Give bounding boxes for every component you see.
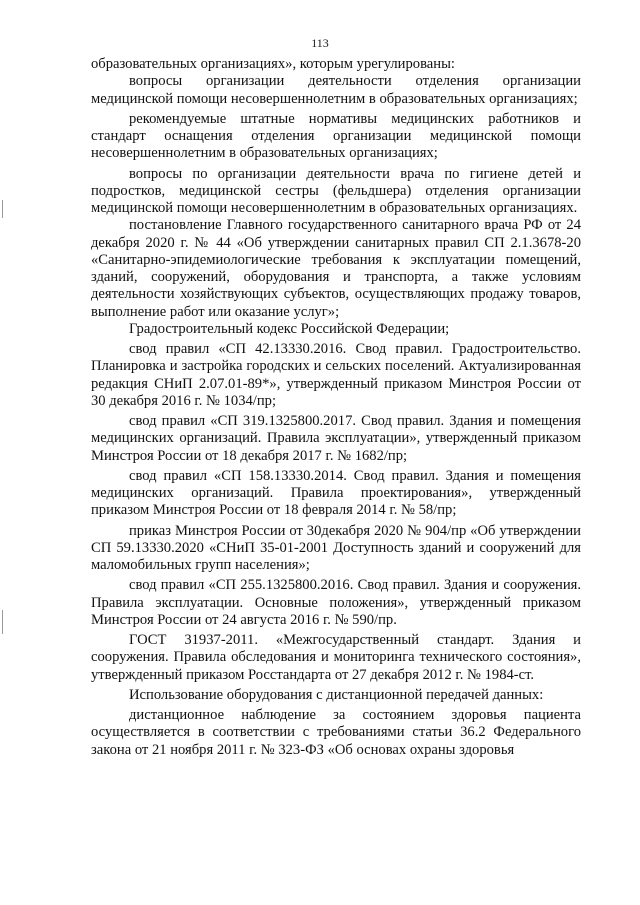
- paragraph: вопросы организации деятельности отделения организации медицинской помощи несовершеннолетним в образовательных организациях;: [91, 73, 581, 107]
- paragraph: дистанционное наблюдение за состоянием здоровья пациента осуществляется в соответствии с требованиями статьи 36.2 Федерального закона от 21 ноября 2011 г. № 323-ФЗ «Об основах охраны здоровья: [91, 707, 581, 758]
- paragraph: Использование оборудования с дистанционной передачей данных:: [129, 686, 544, 703]
- paragraph: приказ Минстроя России от 30декабря 2020 № 904/пр «Об утверждении СП 59.13330.2020 «СНиП 35-01-2001 Доступность зданий и сооружений для маломобильных групп населения»;: [91, 522, 581, 573]
- paragraph: свод правил «СП 158.13330.2014. Свод правил. Здания и помещения медицинских организаций. Правила проектирования», утвержденный приказом Минстроя России от 18 февраля 2014 г. № 58/пр;: [91, 467, 581, 519]
- paragraph: Градостроительный кодекс Российской Федерации;: [129, 320, 450, 337]
- paragraph: постановление Главного государственного санитарного врача РФ от 24 декабря 2020 г. № 44 «Об утверждении санитарных правил СП 2.1.3678-20 «Санитарно-эпидемиологические требования к эксплуатации помещений, зданий, сооружений, оборудования и транспорта, а также условиям деятельности хозяйствующих субъектов, осуществляющих продажу товаров, выполнение работ или оказание услуг»;: [91, 217, 581, 320]
- paragraph: образовательных организациях», которым урегулированы:: [91, 56, 455, 72]
- scan-edge-mark: [2, 200, 3, 218]
- paragraph: вопросы по организации деятельности врача по гигиене детей и подростков, медицинской сестры (фельдшера) отделения организации медицинской помощи несовершеннолетним в образовательных организациях.: [91, 165, 581, 216]
- scan-edge-mark: [2, 610, 3, 634]
- page-number: 113: [311, 36, 329, 50]
- document-body: [91, 56, 581, 762]
- paragraph: ГОСТ 31937-2011. «Межгосударственный стандарт. Здания и сооружения. Правила обследования и мониторинга технического состояния», утвержденный приказом Росстандарта от 27 декабря 2012 г. № 1984-ст.: [91, 632, 581, 683]
- paragraph: рекомендуемые штатные нормативы медицинских работников и стандарт оснащения отделения организации медицинской помощи несовершеннолетним в образовательных организациях;: [91, 110, 581, 162]
- paragraph: свод правил «СП 255.1325800.2016. Свод правил. Здания и сооружения. Правила эксплуатации. Основные положения», утвержденный приказом Минстроя России от 24 августа 2016 г. № 590/пр.: [91, 577, 581, 628]
- paragraph: свод правил «СП 42.13330.2016. Свод правил. Градостроительство. Планировка и застройка городских и сельских поселений. Актуализированная редакция СНиП 2.07.01-89*», утвержденный приказом Минстроя России от 30 декабря 2016 г. № 1034/пр;: [91, 341, 581, 409]
- paragraph: свод правил «СП 319.1325800.2017. Свод правил. Здания и помещения медицинских организаций. Правила эксплуатации», утвержденный приказом Минстроя России от 18 декабря 2017 г. № 1682/пр;: [91, 413, 581, 464]
